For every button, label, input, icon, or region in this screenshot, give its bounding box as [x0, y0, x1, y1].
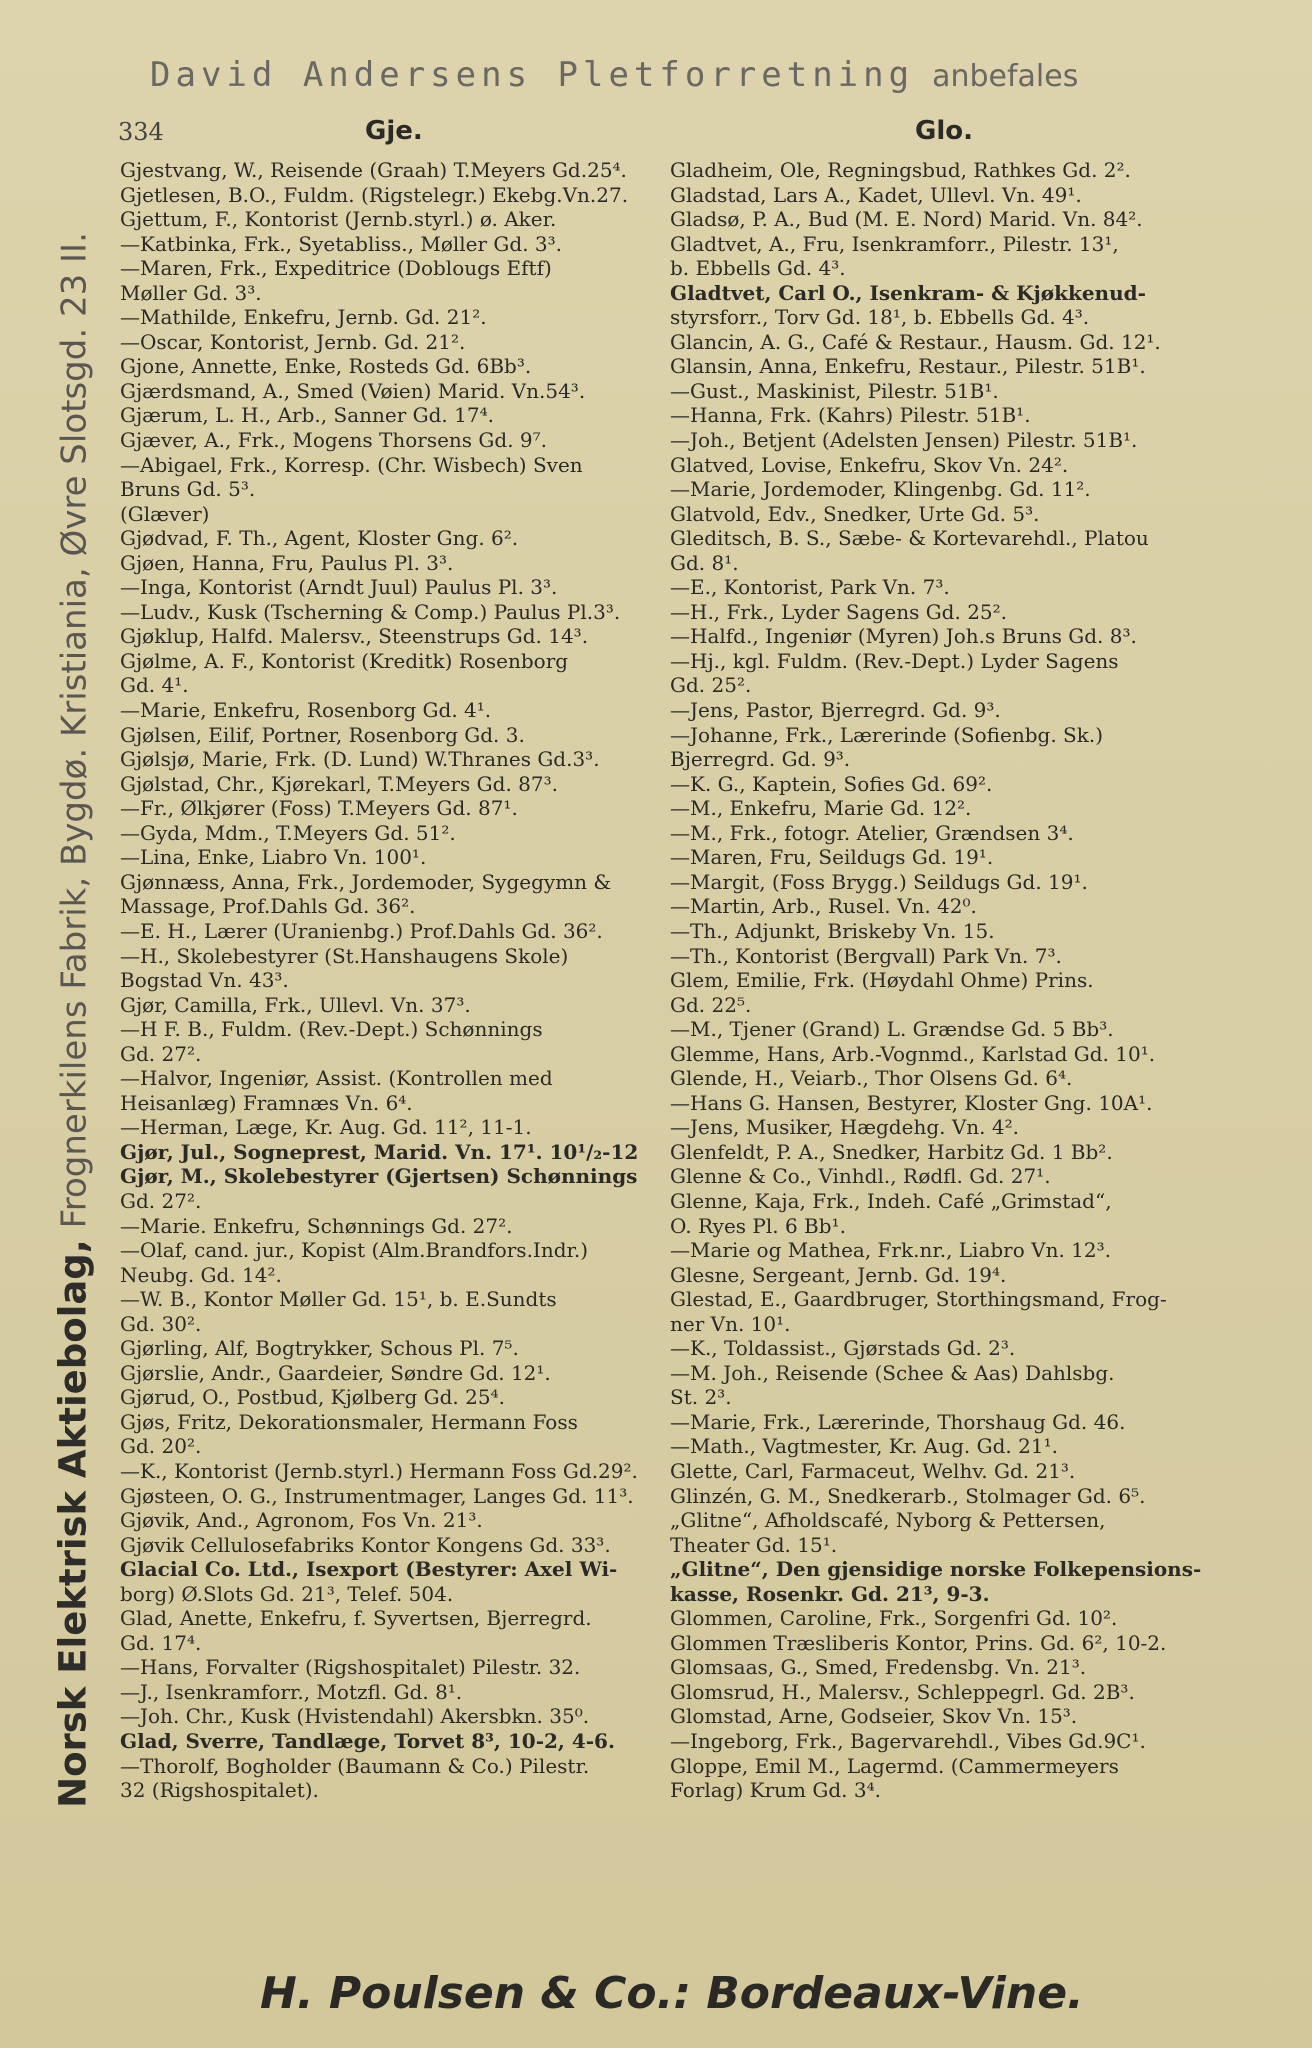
directory-entry-line: —Halfd., Ingeniør (Myren) Joh.s Bruns Gd. 8³.	[670, 624, 1137, 649]
directory-entry-line: —M., Enkefru, Marie Gd. 12².	[670, 796, 972, 821]
directory-entry-line: Glommen, Caroline, Frk., Sorgenfri Gd. 10².	[670, 1606, 1118, 1631]
directory-entry-line: —K., Kontorist (Jernb.styrl.) Hermann Foss Gd.29².	[120, 1458, 638, 1483]
directory-entry-line: Forlag) Krum Gd. 3⁴.	[670, 1778, 881, 1803]
directory-entry-line: Glomsaas, G., Smed, Fredensbg. Vn. 21³.	[670, 1655, 1087, 1680]
directory-entry-line: —Marie og Mathea, Frk.nr., Liabro Vn. 12³.	[670, 1238, 1112, 1263]
directory-entry-line: kasse, Rosenkr. Gd. 21³, 9-3.	[670, 1581, 990, 1606]
directory-entry-line: —Johanne, Frk., Lærerinde (Sofienbg. Sk.)	[670, 722, 1104, 747]
directory-entry-line: Glancin, A. G., Café & Restaur., Hausm. Gd. 12¹.	[670, 329, 1161, 354]
directory-entry-line: Glinzén, G. M., Snedkerarb., Stolmager Gd. 6⁵.	[670, 1483, 1146, 1508]
directory-entry-line: Theater Gd. 15¹.	[670, 1532, 838, 1557]
directory-entry-line: —Halvor, Ingeniør, Assist. (Kontrollen med	[120, 1066, 553, 1091]
advert-company: Norsk Elektrisk Aktiebolag,	[51, 1239, 95, 1808]
page-number: 334	[118, 118, 164, 146]
directory-entry-line: —Th., Adjunkt, Briskeby Vn. 15.	[670, 918, 995, 943]
directory-entry-line: Gjølme, A. F., Kontorist (Kreditk) Rosenborg	[120, 648, 569, 673]
directory-entry-line: —Joh. Chr., Kusk (Hvistendahl) Akersbkn. 35⁰.	[120, 1704, 590, 1729]
directory-entry-line: —Lina, Enke, Liabro Vn. 100¹.	[120, 845, 427, 870]
directory-entry-line: —Hanna, Frk. (Kahrs) Pilestr. 51B¹.	[670, 403, 1031, 428]
directory-entry-line: Glad, Anette, Enkefru, f. Syvertsen, Bjerregrd.	[120, 1606, 592, 1631]
directory-entry-line: Møller Gd. 3³.	[120, 280, 262, 305]
directory-entry-line: —Marie, Frk., Lærerinde, Thorshaug Gd. 46.	[670, 1409, 1126, 1434]
directory-entry-line: Gjør, Camilla, Frk., Ullevl. Vn. 37³.	[120, 992, 471, 1017]
directory-entry-line: Glenne, Kaja, Frk., Indeh. Café „Grimstad“,	[670, 1188, 1112, 1213]
directory-entry-line: Gjørling, Alf, Bogtrykker, Schous Pl. 7⁵.	[120, 1336, 519, 1361]
directory-entry-line: —W. B., Kontor Møller Gd. 15¹, b. E.Sundts	[120, 1287, 557, 1312]
directory-entry-line: Glad, Sverre, Tandlæge, Torvet 8³, 10-2, 4-6.	[120, 1729, 615, 1753]
directory-entry-line: Neubg. Gd. 14².	[120, 1262, 282, 1287]
right-column	[670, 158, 1230, 1803]
directory-entry-line: —Marie. Enkefru, Schønnings Gd. 27².	[120, 1213, 513, 1238]
directory-entry-line: —E., Kontorist, Park Vn. 7³.	[670, 575, 950, 600]
left-column	[120, 158, 660, 1803]
directory-entry-line: —Gyda, Mdm., T.Meyers Gd. 51².	[120, 820, 456, 845]
directory-entry-line: Glansin, Anna, Enkefru, Restaur., Pilestr. 51B¹.	[670, 354, 1146, 379]
directory-entry-line: —Fr., Ølkjører (Foss) T.Meyers Gd. 87¹.	[120, 796, 518, 821]
directory-entry-line: —Hans, Forvalter (Rigshospitalet) Pilestr. 32.	[120, 1655, 581, 1680]
directory-entry-line: —M. Joh., Reisende (Schee & Aas) Dahlsbg.	[670, 1360, 1115, 1385]
directory-entry-line: Glatvold, Edv., Snedker, Urte Gd. 5³.	[670, 501, 1040, 526]
directory-entry-line: Gjølsjø, Marie, Frk. (D. Lund) W.Thranes Gd.3³.	[120, 747, 600, 772]
directory-entry-line: Gladsø, P. A., Bud (M. E. Nord) Marid. Vn. 84².	[670, 207, 1143, 232]
directory-entry-line: —Maren, Frk., Expeditrice (Doblougs Eftf)	[120, 256, 552, 281]
directory-entry-line: Glende, H., Veiarb., Thor Olsens Gd. 6⁴.	[670, 1066, 1073, 1091]
directory-entry-line: —Martin, Arb., Rusel. Vn. 42⁰.	[670, 894, 977, 919]
directory-entry-line: St. 2³.	[670, 1385, 732, 1410]
directory-entry-line: ner Vn. 10¹.	[670, 1311, 791, 1336]
directory-entry-line: —Ingeborg, Frk., Bagervarehdl., Vibes Gd.9C¹.	[670, 1729, 1146, 1753]
directory-entry-line: Gjæver, A., Frk., Mogens Thorsens Gd. 9⁷.	[120, 428, 548, 453]
banner-tail: anbefales	[932, 59, 1079, 94]
directory-entry-line: Massage, Prof.Dahls Gd. 36².	[120, 894, 416, 919]
advert-banner	[150, 55, 1170, 95]
directory-entry-line: Glomstad, Arne, Godseier, Skov Vn. 15³.	[670, 1704, 1078, 1729]
directory-entry-line: —Thorolf, Bogholder (Baumann & Co.) Pilestr.	[120, 1753, 590, 1778]
directory-entry-line: Gjøklup, Halfd. Malersv., Steenstrups Gd. 14³.	[120, 624, 589, 649]
directory-entry-line: Gd. 30².	[120, 1311, 202, 1336]
directory-entry-line: —Hans G. Hansen, Bestyrer, Kloster Gng. 10A¹.	[670, 1090, 1153, 1115]
directory-entry-line: Glacial Co. Ltd., Isexport (Bestyrer: Axel Wi-	[120, 1557, 618, 1582]
directory-entry-line: Gjønnæss, Anna, Frk., Jordemoder, Sygegymn &	[120, 869, 612, 894]
directory-entry-line: —H., Skolebestyrer (St.Hanshaugens Skole)	[120, 943, 569, 968]
vertical-advert	[38, 232, 108, 1808]
directory-entry-line: Glesne, Sergeant, Jernb. Gd. 19⁴.	[670, 1262, 1007, 1287]
directory-entry-line: —Abigael, Frk., Korresp. (Chr. Wisbech) Sven	[120, 452, 583, 477]
directory-entry-line: —Hj., kgl. Fuldm. (Rev.-Dept.) Lyder Sagens	[670, 648, 1119, 673]
directory-entry-line: 32 (Rigshospitalet).	[120, 1778, 319, 1803]
directory-entry-line: Gjøsteen, O. G., Instrumentmager, Langes Gd. 11³.	[120, 1483, 634, 1508]
directory-entry-line: —Marie, Jordemoder, Klingenbg. Gd. 11².	[670, 477, 1091, 502]
directory-entry-line: styrsforr., Torv Gd. 18¹, b. Ebbells Gd. 4³.	[670, 305, 1090, 330]
directory-entry-line: Gladtvet, Carl O., Isenkram- & Kjøkkenud-	[670, 280, 1146, 305]
directory-entry-line: Glestad, E., Gaardbruger, Storthingsmand, Frog-	[670, 1287, 1167, 1312]
directory-entry-line: borg) Ø.Slots Gd. 21³, Telef. 504.	[120, 1581, 454, 1606]
directory-entry-line: Gd. 22⁵.	[670, 992, 752, 1017]
directory-entry-line: Glette, Carl, Farmaceut, Welhv. Gd. 21³.	[670, 1458, 1076, 1483]
directory-entry-line: —Math., Vagtmester, Kr. Aug. Gd. 21¹.	[670, 1434, 1058, 1459]
directory-entry-line: Gjør, M., Skolebestyrer (Gjertsen) Schønnings	[120, 1164, 638, 1189]
directory-entry-line: —Ludv., Kusk (Tscherning & Comp.) Paulus Pl.3³.	[120, 599, 621, 624]
directory-entry-line: Glenfeldt, P. A., Snedker, Harbitz Gd. 1 Bb².	[670, 1139, 1113, 1164]
directory-entry-line: Glommen Træsliberis Kontor, Prins. Gd. 6², 10-2.	[670, 1630, 1167, 1655]
directory-entry-line: Gjøvik Cellulosefabriks Kontor Kongens Gd. 33³.	[120, 1532, 611, 1557]
right-column-heading: Glo.	[915, 116, 973, 146]
directory-entry-line: Gd. 20².	[120, 1434, 202, 1459]
directory-entry-line: —Inga, Kontorist (Arndt Juul) Paulus Pl. 3³.	[120, 575, 558, 600]
directory-entry-line: —Gust., Maskinist, Pilestr. 51B¹.	[670, 378, 999, 403]
directory-entry-line: —M., Frk., fotogr. Atelier, Grændsen 3⁴.	[670, 820, 1074, 845]
directory-entry-line: —H., Frk., Lyder Sagens Gd. 25².	[670, 599, 1008, 624]
directory-entry-line: Gleditsch, B. S., Sæbe- & Kortevarehdl., Platou	[670, 526, 1149, 551]
directory-entry-line: Gjettum, F., Kontorist (Jernb.styrl.) ø. Aker.	[120, 207, 557, 232]
directory-entry-line: Gjærdsmand, A., Smed (Vøien) Marid. Vn.54³.	[120, 378, 586, 403]
banner-text: David Andersens Pletforretning	[150, 55, 915, 95]
directory-entry-line: Gjone, Annette, Enke, Rosteds Gd. 6Bb³.	[120, 354, 532, 379]
directory-entry-line: Gjølstad, Chr., Kjørekarl, T.Meyers Gd. 87³.	[120, 771, 558, 796]
directory-entry-line: O. Ryes Pl. 6 Bb¹.	[670, 1213, 846, 1238]
directory-entry-line: —Joh., Betjent (Adelsten Jensen) Pilestr. 51B¹.	[670, 428, 1138, 453]
directory-entry-line: Gjøvik, And., Agronom, Fos Vn. 21³.	[120, 1508, 483, 1533]
directory-entry-line: —K. G., Kaptein, Sofies Gd. 69².	[670, 771, 993, 796]
directory-entry-line: Glemme, Hans, Arb.-Vognmd., Karlstad Gd. 10¹.	[670, 1041, 1156, 1066]
directory-entry-line: —Jens, Musiker, Hægdehg. Vn. 4².	[670, 1115, 1019, 1140]
directory-entry-line: Bjerregrd. Gd. 9³.	[670, 747, 851, 772]
directory-entry-line: Gd. 27².	[120, 1041, 202, 1066]
directory-entry-line: —J., Isenkramforr., Motzfl. Gd. 8¹.	[120, 1679, 463, 1704]
directory-entry-line: Glomsrud, H., Malersv., Schleppegrl. Gd. 2B³.	[670, 1679, 1135, 1704]
directory-entry-line: Gjærum, L. H., Arb., Sanner Gd. 17⁴.	[120, 403, 494, 428]
directory-entry-line: Glenne & Co., Vinhdl., Rødfl. Gd. 27¹.	[670, 1164, 1051, 1189]
directory-entry-line: (Glæver)	[120, 501, 210, 526]
directory-entry-line: —E. H., Lærer (Uranienbg.) Prof.Dahls Gd. 36².	[120, 918, 603, 943]
directory-entry-line: —H F. B., Fuldm. (Rev.-Dept.) Schønnings	[120, 1017, 543, 1042]
directory-entry-line: Glatved, Lovise, Enkefru, Skov Vn. 24².	[670, 452, 1069, 477]
directory-entry-line: Bogstad Vn. 43³.	[120, 968, 289, 993]
directory-entry-line: —Th., Kontorist (Bergvall) Park Vn. 7³.	[670, 943, 1062, 968]
directory-entry-line: Gd. 17⁴.	[120, 1630, 202, 1655]
directory-entry-line: Gjødvad, F. Th., Agent, Kloster Gng. 6².	[120, 526, 519, 551]
directory-entry-line: —Maren, Fru, Seildugs Gd. 19¹.	[670, 845, 994, 870]
directory-entry-line: Gjestvang, W., Reisende (Graah) T.Meyers Gd.25⁴.	[120, 158, 627, 182]
directory-entry-line: Gladtvet, A., Fru, Isenkramforr., Pilestr. 13¹,	[670, 231, 1119, 256]
directory-entry-line: —Jens, Pastor, Bjerregrd. Gd. 9³.	[670, 698, 1001, 723]
directory-entry-line: Gjøen, Hanna, Fru, Paulus Pl. 3³.	[120, 550, 454, 575]
directory-entry-line: —Katbinka, Frk., Syetabliss., Møller Gd. 3³.	[120, 231, 563, 256]
advert-address: Frognerkilens Fabrik, Bygdø. Kristiania, Øvre Slotsgd. 23 II.	[54, 232, 95, 1229]
directory-entry-line: Gjør, Jul., Sogneprest, Marid. Vn. 17¹. 10¹/₂-12	[120, 1139, 639, 1164]
directory-entry-line: Gjørud, O., Postbud, Kjølberg Gd. 25⁴.	[120, 1385, 505, 1410]
directory-entry-line: Heisanlæg) Framnæs Vn. 6⁴.	[120, 1090, 413, 1115]
directory-entry-line: Gd. 8¹.	[670, 550, 739, 575]
directory-entry-line: —K., Toldassist., Gjørstads Gd. 2³.	[670, 1336, 1016, 1361]
directory-entry-line: Bruns Gd. 5³.	[120, 477, 256, 502]
directory-entry-line: Gladheim, Ole, Regningsbud, Rathkes Gd. 2².	[670, 158, 1131, 182]
directory-entry-line: —Herman, Læge, Kr. Aug. Gd. 11², 11-1.	[120, 1115, 532, 1140]
directory-entry-line: —Marie, Enkefru, Rosenborg Gd. 4¹.	[120, 698, 492, 723]
directory-entry-line: —Oscar, Kontorist, Jernb. Gd. 21².	[120, 329, 466, 354]
directory-entry-line: Gd. 4¹.	[120, 673, 189, 698]
directory-entry-line: Glem, Emilie, Frk. (Høydahl Ohme) Prins.	[670, 968, 1094, 993]
directory-entry-line: Gd. 27².	[120, 1188, 202, 1213]
directory-entry-line: —Olaf, cand. jur., Kopist (Alm.Brandfors.Indr.)	[120, 1238, 589, 1263]
left-column-heading: Gje.	[365, 116, 423, 146]
directory-entry-line: „Glitne“, Afholdscafé, Nyborg & Pettersen,	[670, 1508, 1106, 1533]
directory-entry-line: „Glitne“, Den gjensidige norske Folkepensions-	[670, 1557, 1202, 1582]
directory-entry-line: Gladstad, Lars A., Kadet, Ullevl. Vn. 49¹.	[670, 182, 1082, 207]
directory-entry-line: Gd. 25².	[670, 673, 752, 698]
directory-entry-line: —Mathilde, Enkefru, Jernb. Gd. 21².	[120, 305, 487, 330]
directory-entry-line: —M., Tjener (Grand) L. Grændse Gd. 5 Bb³.	[670, 1017, 1114, 1042]
directory-entry-line: Gjetlesen, B.O., Fuldm. (Rigstelegr.) Ekebg.Vn.27.	[120, 182, 629, 207]
directory-entry-line: Gjørslie, Andr., Gaardeier, Søndre Gd. 12¹.	[120, 1360, 551, 1385]
directory-entry-line: Gloppe, Emil M., Lagermd. (Cammermeyers	[670, 1753, 1119, 1778]
directory-entry-line: b. Ebbells Gd. 4³.	[670, 256, 846, 281]
footer-advert: H. Poulsen & Co.: Bordeaux-Vine.	[260, 1968, 1084, 2019]
directory-entry-line: —Margit, (Foss Brygg.) Seildugs Gd. 19¹.	[670, 869, 1088, 894]
directory-entry-line: Gjøs, Fritz, Dekorationsmaler, Hermann Foss	[120, 1409, 578, 1434]
directory-entry-line: Gjølsen, Eilif, Portner, Rosenborg Gd. 3.	[120, 722, 525, 747]
